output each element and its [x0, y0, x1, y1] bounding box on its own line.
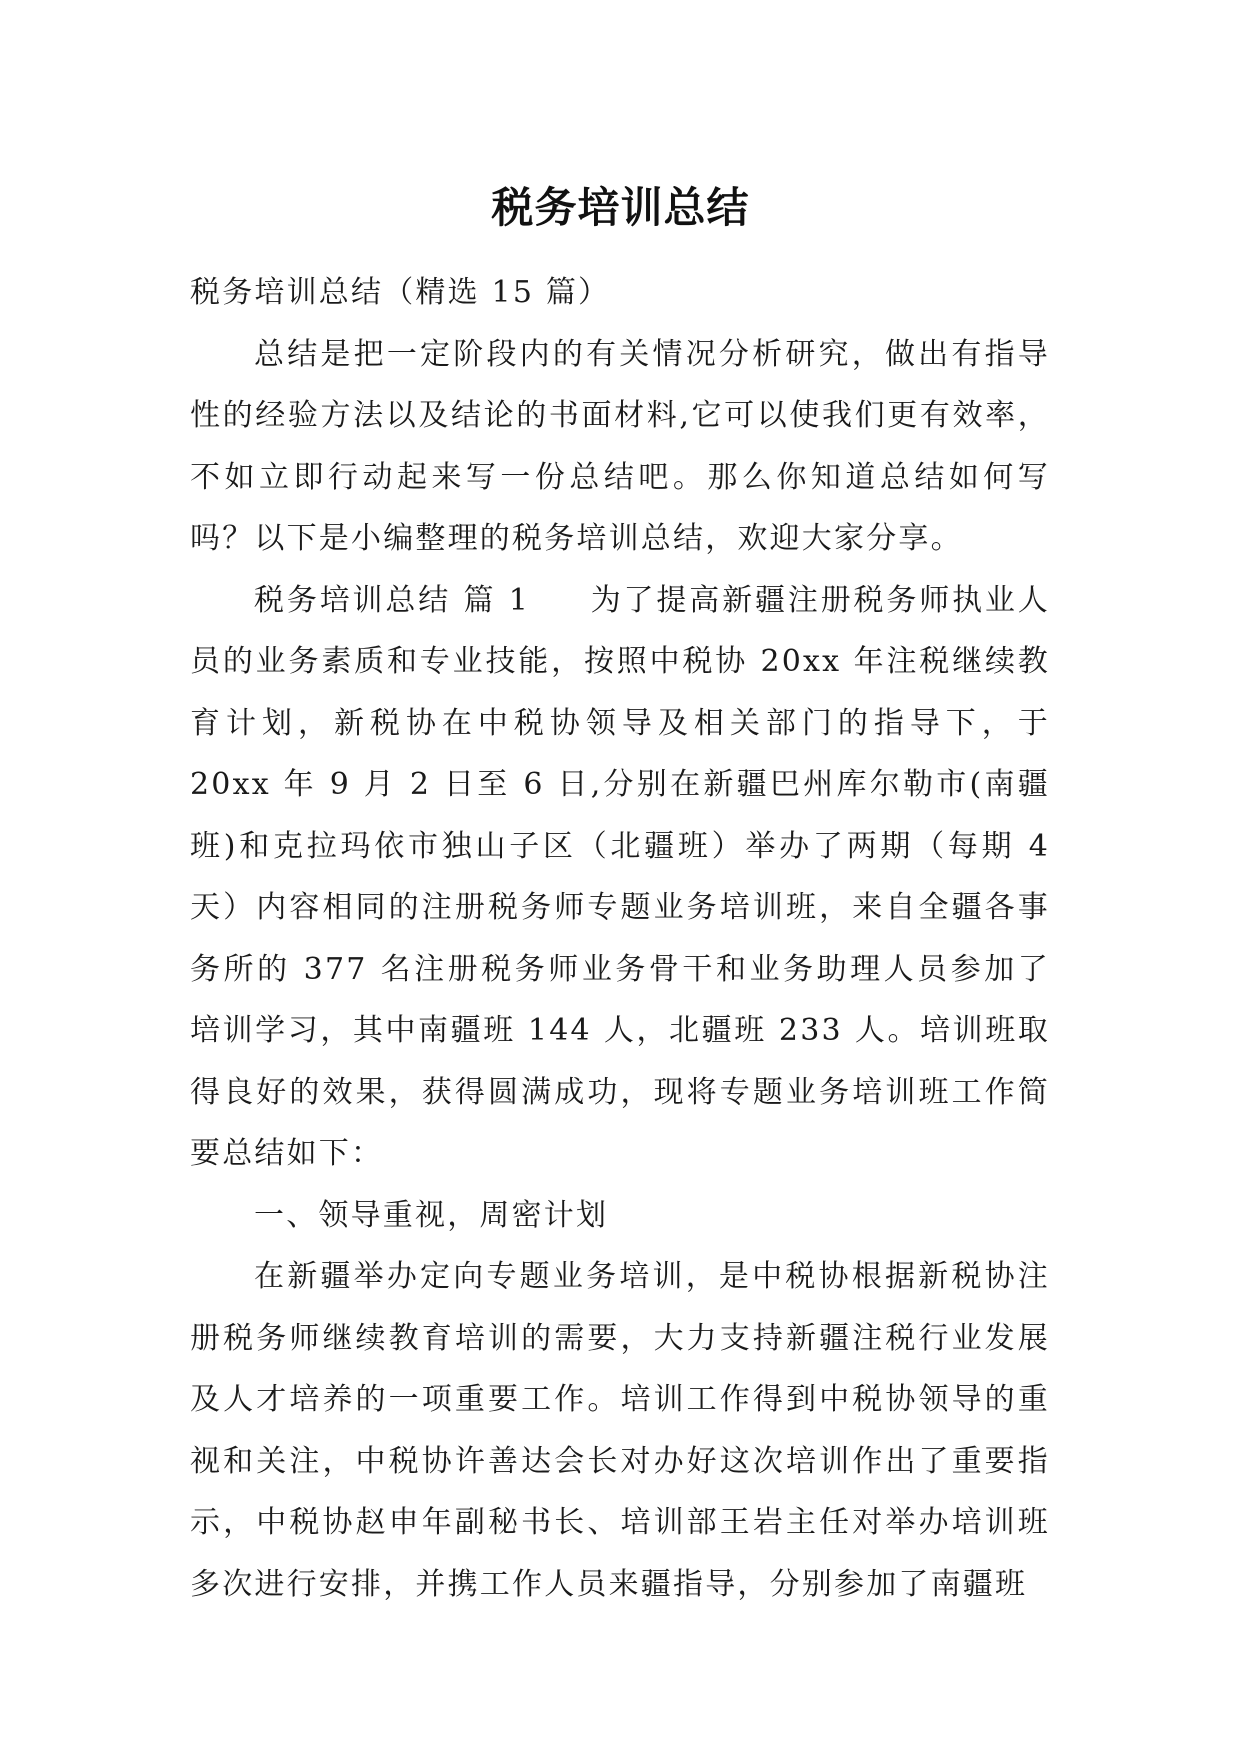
- document-subtitle: 税务培训总结（精选 15 篇）: [190, 275, 611, 310]
- section-1-heading: 一、领导重视，周密计划: [254, 1197, 609, 1233]
- intro-paragraph: 总结是把一定阶段内的有关情况分析研究，做出有指导性的经验方法以及结论的书面材料,它可以使我们更有效率，不如立即行动起来写一份总结吧。那么你知道总结如何写吗？以下是小编整理的税务培训总结，欢迎大家分享。: [190, 336, 1050, 556]
- article-1-heading: 税务培训总结 篇 1: [254, 582, 531, 618]
- article-1-text: 为了提高新疆注册税务师执业人员的业务素质和专业技能，按照中税协 20xx 年注税继续教育计划，新税协在中税协领导及相关部门的指导下，于 20xx 年 9 月 2 日至 6 日,分别在新疆巴州库尔勒市(南疆班)和克拉玛依市独山子区（北疆班）举办了两期（每期 4 天）内容相同的注册税务师专题业务培训班，来自全疆各事务所的 377 名注册税务师业务骨干和业务助理人员参加了培训学习，其中南疆班 144 人，北疆班 233 人。培训班取得良好的效果，获得圆满成功，现将专题业务培训班工作简要总结如下：: [190, 582, 1050, 1171]
- document-title: 税务培训总结: [491, 183, 750, 233]
- article-1-paragraph: [190, 570, 1050, 1185]
- document-body: [190, 262, 1050, 1615]
- section-1-paragraph: 在新疆举办定向专题业务培训，是中税协根据新税协注册税务师继续教育培训的需要，大力支持新疆注税行业发展及人才培养的一项重要工作。培训工作得到中税协领导的重视和关注，中税协许善达会长对办好这次培训作出了重要指示，中税协赵申年副秘书长、培训部王岩主任对举办培训班多次进行安排，并携工作人员来疆指导，分别参加了南疆班: [190, 1259, 1050, 1602]
